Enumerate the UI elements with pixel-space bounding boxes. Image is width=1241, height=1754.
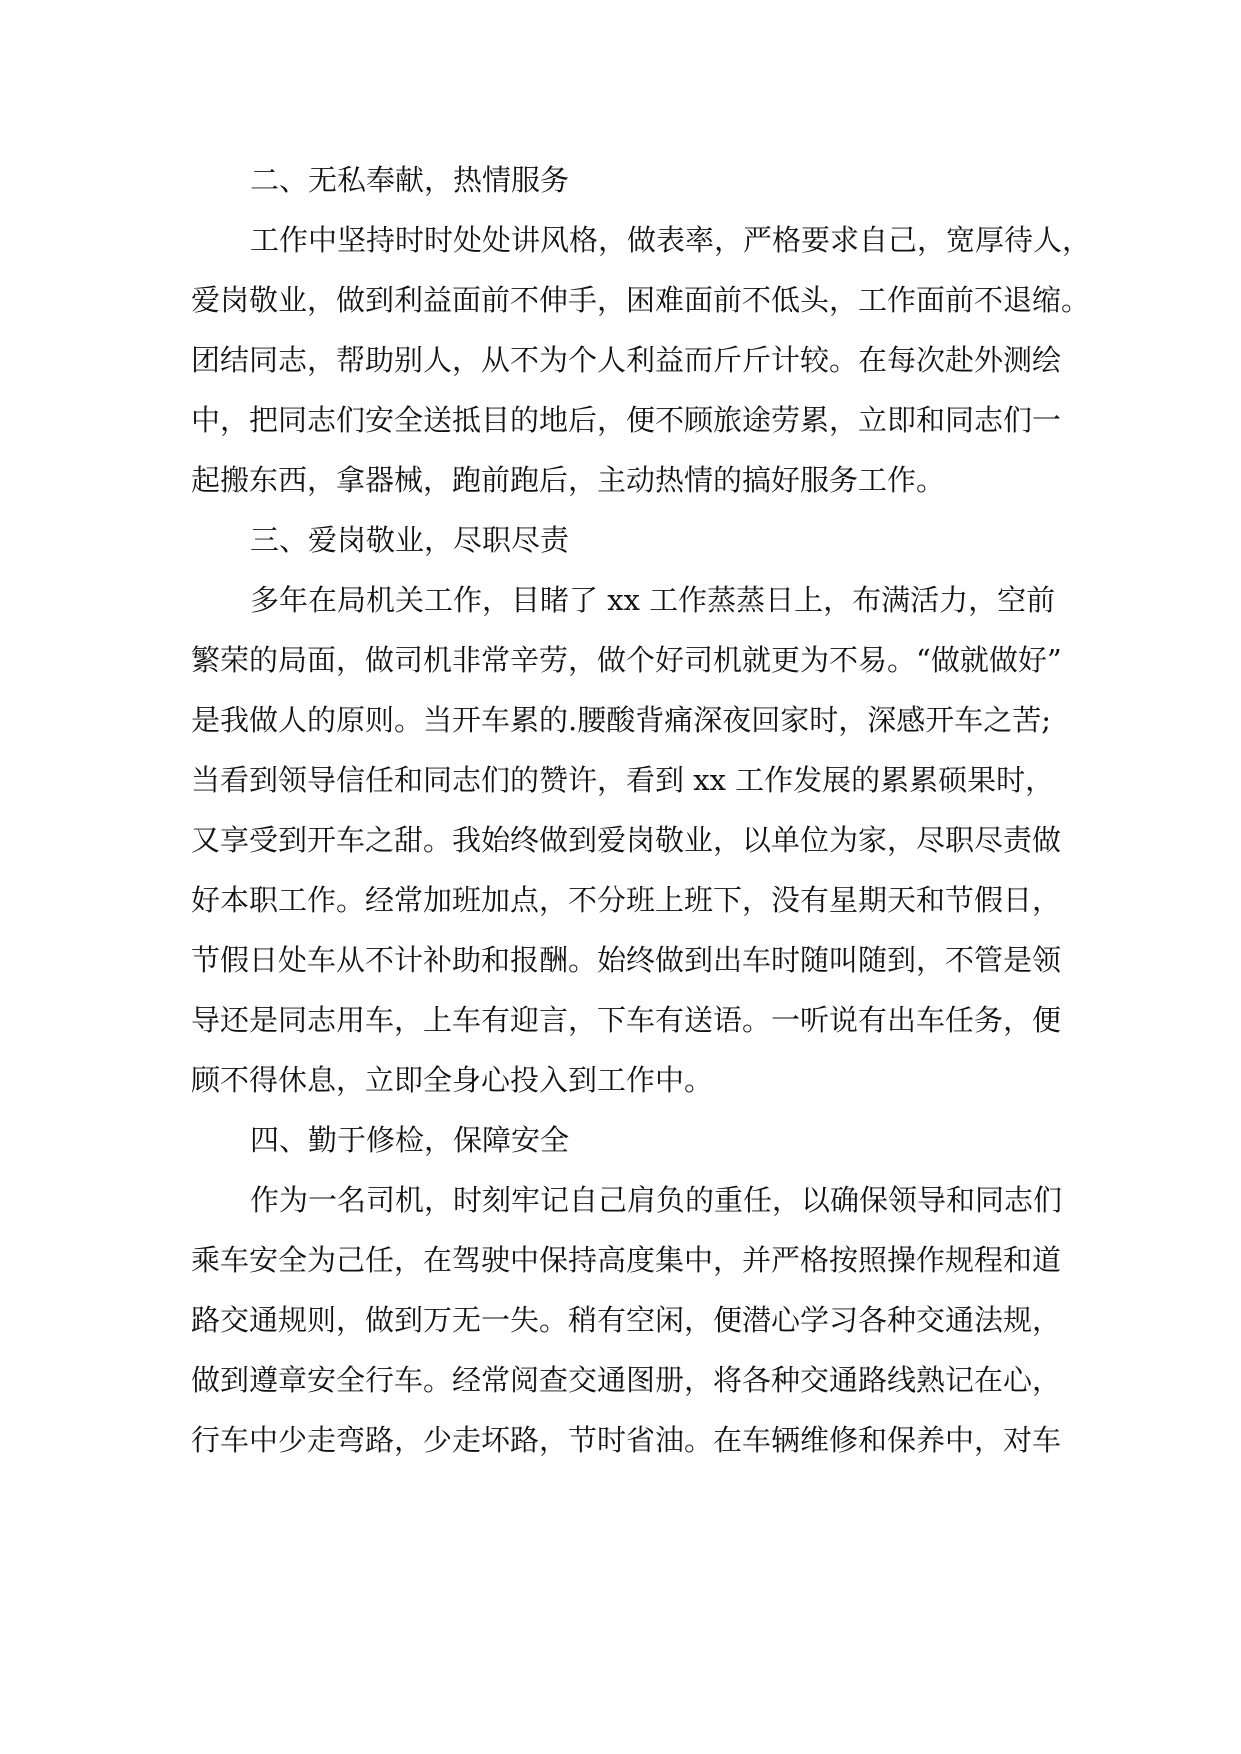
paragraph-line: 乘车安全为己任，在驾驶中保持高度集中，并严格按照操作规程和道 bbox=[191, 1243, 1062, 1277]
paragraph-line: 爱岗敬业，做到利益面前不伸手，困难面前不低头，工作面前不退缩。 bbox=[191, 283, 1091, 317]
paragraph-line: 作为一名司机，时刻牢记自己肩负的重任，以确保领导和同志们 bbox=[250, 1183, 1063, 1217]
paragraph-line: 节假日处车从不计补助和报酬。始终做到出车时随叫随到，不管是领 bbox=[191, 943, 1062, 977]
section-heading: 三、爱岗敬业，尽职尽责 bbox=[250, 523, 570, 557]
paragraph-line: 好本职工作。经常加班加点，不分班上班下，没有星期天和节假日， bbox=[191, 883, 1062, 917]
paragraph-line: 团结同志，帮助别人，从不为个人利益而斤斤计较。在每次赴外测绘 bbox=[191, 343, 1062, 377]
paragraph-line: 多年在局机关工作，目睹了 xx 工作蒸蒸日上，布满活力，空前 bbox=[250, 583, 1056, 617]
paragraph-line: 行车中少走弯路，少走坏路，节时省油。在车辆维修和保养中，对车 bbox=[191, 1423, 1062, 1457]
paragraph-line: 工作中坚持时时处处讲风格，做表率，严格要求自己，宽厚待人， bbox=[250, 223, 1092, 257]
paragraph-line: 又享受到开车之甜。我始终做到爱岗敬业，以单位为家，尽职尽责做 bbox=[191, 823, 1062, 857]
paragraph-line: 做到遵章安全行车。经常阅查交通图册，将各种交通路线熟记在心， bbox=[191, 1363, 1062, 1397]
paragraph-line: 当看到领导信任和同志们的赞许，看到 xx 工作发展的累累硕果时， bbox=[191, 763, 1055, 797]
paragraph-line: 起搬东西，拿器械，跑前跑后，主动热情的搞好服务工作。 bbox=[191, 463, 946, 497]
paragraph-line: 是我做人的原则。当开车累的.腰酸背痛深夜回家时，深感开车之苦; bbox=[191, 703, 1051, 737]
paragraph-line: 繁荣的局面，做司机非常辛劳，做个好司机就更为不易。“做就做好” bbox=[191, 643, 1062, 677]
paragraph-line: 中，把同志们安全送抵目的地后，便不顾旅途劳累，立即和同志们一 bbox=[191, 403, 1062, 437]
section-heading: 二、无私奉献，热情服务 bbox=[250, 163, 570, 197]
paragraph-line: 路交通规则，做到万无一失。稍有空闲，便潜心学习各种交通法规， bbox=[191, 1303, 1062, 1337]
paragraph-line: 导还是同志用车，上车有迎言，下车有送语。一听说有出车任务，便 bbox=[191, 1003, 1062, 1037]
section-heading: 四、勤于修检，保障安全 bbox=[250, 1123, 570, 1157]
paragraph-line: 顾不得休息，立即全身心投入到工作中。 bbox=[191, 1063, 714, 1097]
